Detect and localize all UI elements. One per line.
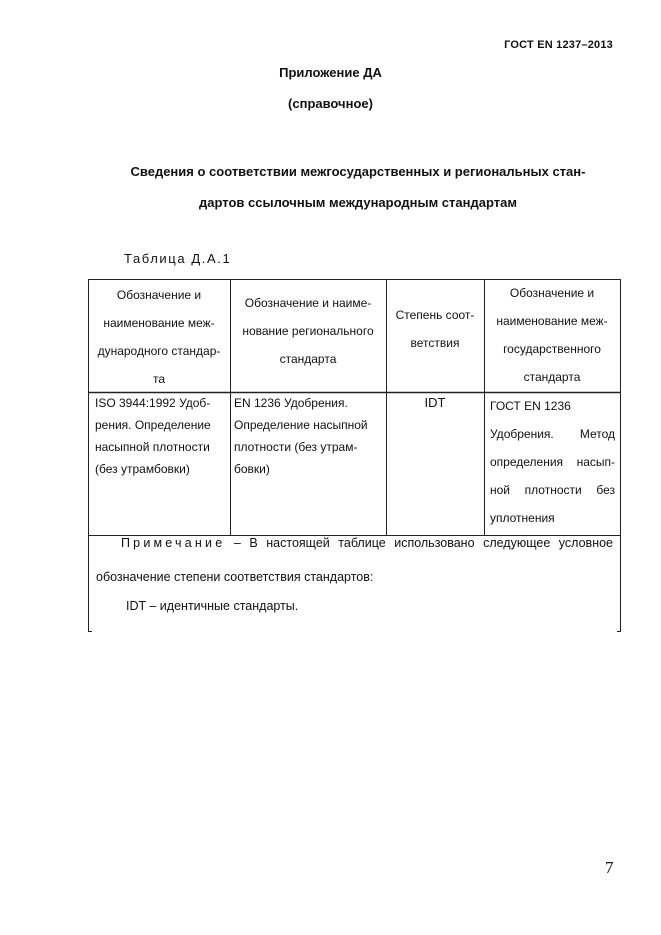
correspondence-table (88, 279, 621, 634)
cell-degree-of-correspondence: IDT (424, 395, 446, 410)
annex-title: Приложение ДА (279, 65, 382, 80)
cell-interstate-standard: ГОСТ EN 1236 Удобрения. Метод определения насып- ной плотности без уплотнения (490, 399, 615, 525)
note-text-1: – В настоящей таблице использовано следующее условное (225, 536, 613, 550)
table-caption: Таблица Д.А.1 (124, 251, 232, 266)
document-code: ГОСТ EN 1237–2013 (504, 39, 613, 51)
header-regional-standard: Обозначение и наиме- нование регионального стандарта (242, 296, 374, 366)
heading-line-2: дартов ссылочным международным стандартам (199, 195, 517, 210)
header-international-standard: Обозначение и наименование меж- дународного стандар- та (97, 288, 221, 386)
table-note-line-3: IDT – идентичные стандарты. (126, 599, 299, 613)
cell-international-standard: ISO 3944:1992 Удоб- рения. Определение насыпной плотности (без утрамбовки) (95, 396, 211, 476)
cell-regional-standard: EN 1236 Удобрения. Определение насыпной плотности (без утрам- бовки) (234, 396, 368, 476)
annex-subtitle: (справочное) (288, 96, 373, 111)
header-interstate-standard: Обозначение и наименование меж- государственного стандарта (496, 286, 608, 384)
header-degree-of-correspondence: Степень соот- ветствия (395, 308, 475, 350)
heading-line-1: Сведения о соответствии межгосударственных и региональных стан- (130, 164, 586, 179)
page-number: 7 (605, 858, 614, 877)
note-label: Примечание (121, 536, 226, 550)
table-note-line-2: обозначение степени соответствия стандартов: (96, 570, 374, 584)
table-note-line-1 (121, 536, 613, 550)
section-heading (88, 156, 628, 218)
